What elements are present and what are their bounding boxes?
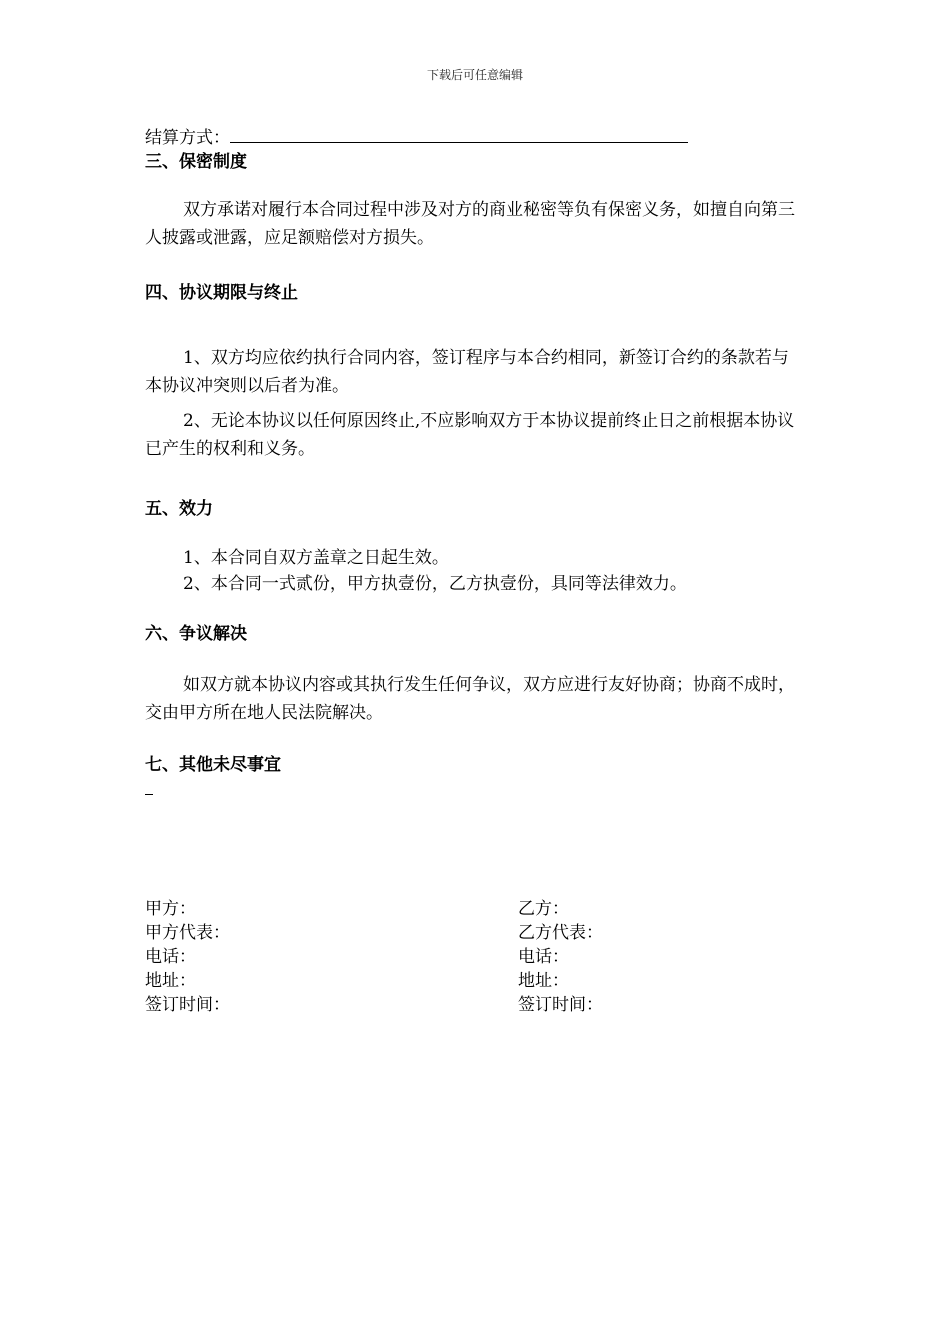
section-3-paragraph: 双方承诺对履行本合同过程中涉及对方的商业秘密等负有保密义务，如擅自向第三人披露或泄露，应足额赔偿对方损失。 bbox=[145, 200, 795, 248]
section-6-paragraph: 如双方就本协议内容或其执行发生任何争议，双方应进行友好协商；协商不成时，交由甲方所在地人民法院解决。 bbox=[145, 675, 795, 723]
party-b-representative: 乙方代表： bbox=[518, 923, 603, 943]
section-4-title: 四、协议期限与终止 bbox=[145, 283, 298, 303]
party-b-phone: 电话： bbox=[518, 947, 569, 967]
blank-dash bbox=[145, 786, 153, 795]
section-3-title: 三、保密制度 bbox=[145, 152, 247, 172]
party-a-address: 地址： bbox=[145, 971, 196, 991]
party-a-date: 签订时间： bbox=[145, 995, 230, 1015]
party-b-block bbox=[518, 897, 603, 1017]
section-4-paragraph-2: 2、无论本协议以任何原因终止,不应影响双方于本协议提前终止日之前根据本协议已产生的权利和义务。 bbox=[145, 411, 795, 459]
section-6-title: 六、争议解决 bbox=[145, 624, 247, 644]
settlement-blank[interactable] bbox=[230, 124, 688, 143]
party-b-date: 签订时间： bbox=[518, 995, 603, 1015]
section-5-item-1: 1、本合同自双方盖章之日起生效。 bbox=[183, 548, 449, 568]
section-5-title: 五、效力 bbox=[145, 499, 213, 519]
section-4-paragraph-1: 1、双方均应依约执行合同内容，签订程序与本合约相同，新签订合约的条款若与本协议冲突则以后者为准。 bbox=[145, 348, 789, 396]
header-note: 下载后可任意编辑 bbox=[426, 68, 523, 82]
party-a-name: 甲方： bbox=[145, 899, 196, 919]
settlement-label: 结算方式： bbox=[145, 128, 230, 148]
section-7-title: 七、其他未尽事宜 bbox=[145, 755, 281, 775]
party-a-representative: 甲方代表： bbox=[145, 923, 230, 943]
party-a-phone: 电话： bbox=[145, 947, 196, 967]
party-a-block bbox=[145, 897, 230, 1017]
settlement-line bbox=[145, 124, 688, 150]
party-b-name: 乙方： bbox=[518, 899, 569, 919]
section-5-item-2: 2、本合同一式贰份，甲方执壹份，乙方执壹份，具同等法律效力。 bbox=[183, 574, 687, 594]
party-b-address: 地址： bbox=[518, 971, 569, 991]
